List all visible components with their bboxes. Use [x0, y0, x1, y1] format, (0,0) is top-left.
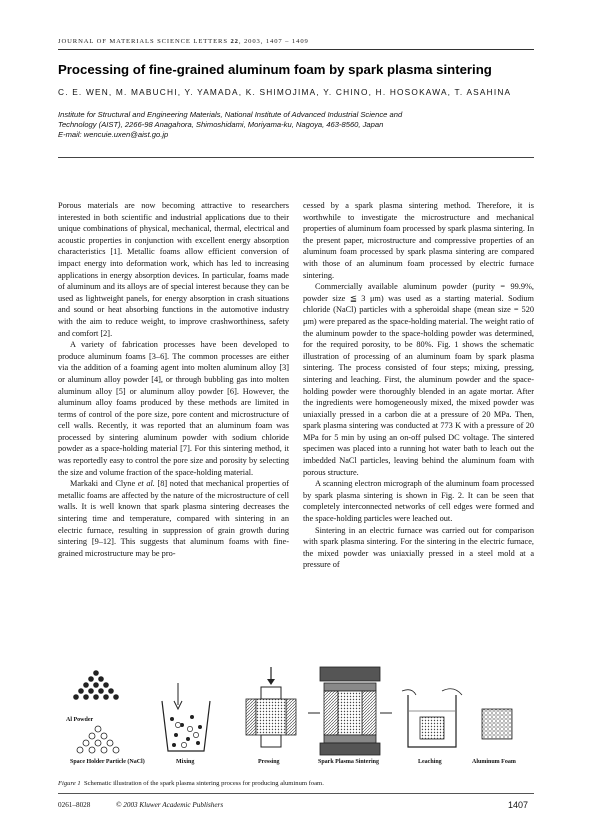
- article-title: Processing of fine-grained aluminum foam by spark plasma sintering: [58, 62, 492, 77]
- header-rule: [58, 49, 534, 50]
- paragraph: A variety of fabrication processes have been developed to produce aluminum foams [3–6]. The common processes are either via the addition of a foaming agent into molten aluminum alloy [3] or aluminum alloy powder [4], or through bubbling gas into molten aluminum alloy [5] or aluminum alloy powder [6]. However, the aluminum alloy foams produced by these methods are limited in terms of control of the pore size, pore content and microstructure of cell walls. Recently, it was reported that an aluminum foam was processed by sintering aluminum powder with sodium chloride powder as a space-holding material [7]. For this sintering method, it was reportedly easy to control the pore size and porosity by selecting the size and volume fraction of the space-holding material.: [58, 340, 289, 477]
- label-al-powder: Al Powder: [66, 717, 94, 723]
- issn: 0261–8028: [58, 801, 91, 809]
- leaching-bath-icon: [402, 689, 462, 747]
- publisher: © 2003 Kluwer Academic Publishers: [116, 801, 224, 809]
- body-column-left: [58, 200, 289, 559]
- affiliation-line-1: Institute for Structural and Engineering Materials, National Institute of Advanced Industrial Science and: [58, 110, 403, 119]
- journal-year-pages: , 2003, 1407 – 1409: [238, 38, 309, 45]
- page-number: 1407: [508, 800, 529, 810]
- nacl-particle-icon: [77, 726, 119, 753]
- footer-rule: [58, 793, 534, 794]
- paragraph: Sintering in an electric furnace was carried out for comparison with spark plasma sintering. For the sintering in the electric furnace, the mixed powder was uniaxially pressed in a steel mold at a pressure of: [303, 525, 534, 570]
- aluminum-foam-icon: [482, 709, 512, 739]
- paragraph: cessed by a spark plasma sintering method. Therefore, it is worthwhile to investigate the microstructure and mechanical properties of aluminum foam processed by spark plasma sintering. In the present paper, microstructure and compressive properties of an aluminum foam processed by spark plasma sintering are compared with those of an aluminum foam processed by electric furnace sintering.: [303, 201, 534, 280]
- process-schematic-figure: [58, 665, 534, 765]
- pressing-die-icon: [246, 667, 296, 747]
- journal-header: [58, 38, 309, 45]
- label-sps: Spark Plasma Sintering: [318, 759, 380, 765]
- sps-apparatus-icon: [308, 667, 392, 755]
- label-space-holder: Space Holder Particle (NaCl): [70, 759, 145, 765]
- label-al-foam: Aluminum Foam: [472, 759, 516, 765]
- al-powder-icon: [73, 670, 119, 700]
- affiliation-line-2: Technology (AIST), 2266-98 Anagahora, Shimoshidami, Moriyama-ku, Nagoya, 463-8560, Japan: [58, 120, 384, 129]
- journal-volume: 22: [230, 38, 239, 45]
- paragraph: Porous materials are now becoming attractive to researchers interested in both scientific and industrial applications due to their unique combinations of physical, mechanical, thermal, electrical and acoustic properties in conjunction with excellent energy absorption characteristics [1]. Metallic foams allow efficient conversion of impact energy into deformation work, which has led to increasing applications in energy absorption devices. In particular, foams made of aluminum and its alloys are of special interest because they can be used as lightweight panels, for energy absorption in crash situations and sound or heat absorbing functions in the automotive industry with the aim to reduce weight, to improve crashworthiness, safety and comfort [2].: [58, 201, 289, 338]
- label-leaching: Leaching: [418, 759, 442, 765]
- paragraph: Commercially available aluminum powder (purity = 99.9%, powder size ≦ 3 μm) was used as a starting material. Sodium chloride (NaCl) particles with a spheroidal shape (mean size = 520 μm) were prepared as the space-holding material. The weight ratio of the aluminum powder to the space-holding powder was determined, for the required porosity, to be 80%. Fig. 1 shows the schematic illustration of processing of an aluminum foam by spark plasma sintering. The process consisted of four steps; mixing, pressing, sintering and leaching. First, the aluminum powder and the space-holding powder were thoroughly blended in an agate mortar. After the ingredients were homogeneously mixed, the mixed powder was uniaxially pressed in a carbon die at a pressure of 20 MPa. Then, spark plasma sintering was conducted at 773 K with a pressure of 20 MPa for 5 min by using an on-off pulsed DC voltage. The sintered specimen was placed into a running hot water bath to leach out the imbedded NaCl particles, leaving behind the aluminum foam with porous structure.: [303, 282, 534, 477]
- author-list: C. E. WEN, M. MABUCHI, Y. YAMADA, K. SHIMOJIMA, Y. CHINO, H. HOSOKAWA, T. ASAHINA: [58, 87, 512, 97]
- title-rule: [58, 157, 534, 158]
- mixing-beaker-icon: [162, 683, 210, 751]
- paragraph: Markaki and Clyne et al. [8] noted that mechanical properties of metallic foams are affected by the nature of the microstructure of cell walls. It is well known that spark plasma sintering decreases the sintering time and temperature, compared with sintering in an electric furnace, resulting in suppression of grain growth during sintering [9–12]. This suggests that aluminum foams with fine-grained microstructure may be pro-: [58, 479, 289, 558]
- caption-text: Schematic illustration of the spark plasma sintering process for producing aluminum foam.: [83, 780, 324, 787]
- caption-label: Figure 1: [58, 780, 81, 787]
- paragraph: A scanning electron micrograph of the aluminum foam processed by spark plasma sintering is shown in Fig. 2. It can be seen that completely interconnected networks of cell edges were formed and the space-holding particles were leached out.: [303, 479, 534, 524]
- figure-caption: [58, 780, 324, 787]
- affiliation: [58, 110, 534, 140]
- label-mixing: Mixing: [176, 759, 195, 765]
- label-pressing: Pressing: [258, 759, 280, 765]
- journal-name: JOURNAL OF MATERIALS SCIENCE LETTERS: [58, 38, 231, 45]
- body-column-right: [303, 200, 534, 571]
- author-email: E-mail: wencuie.uxen@aist.go.jp: [58, 130, 169, 139]
